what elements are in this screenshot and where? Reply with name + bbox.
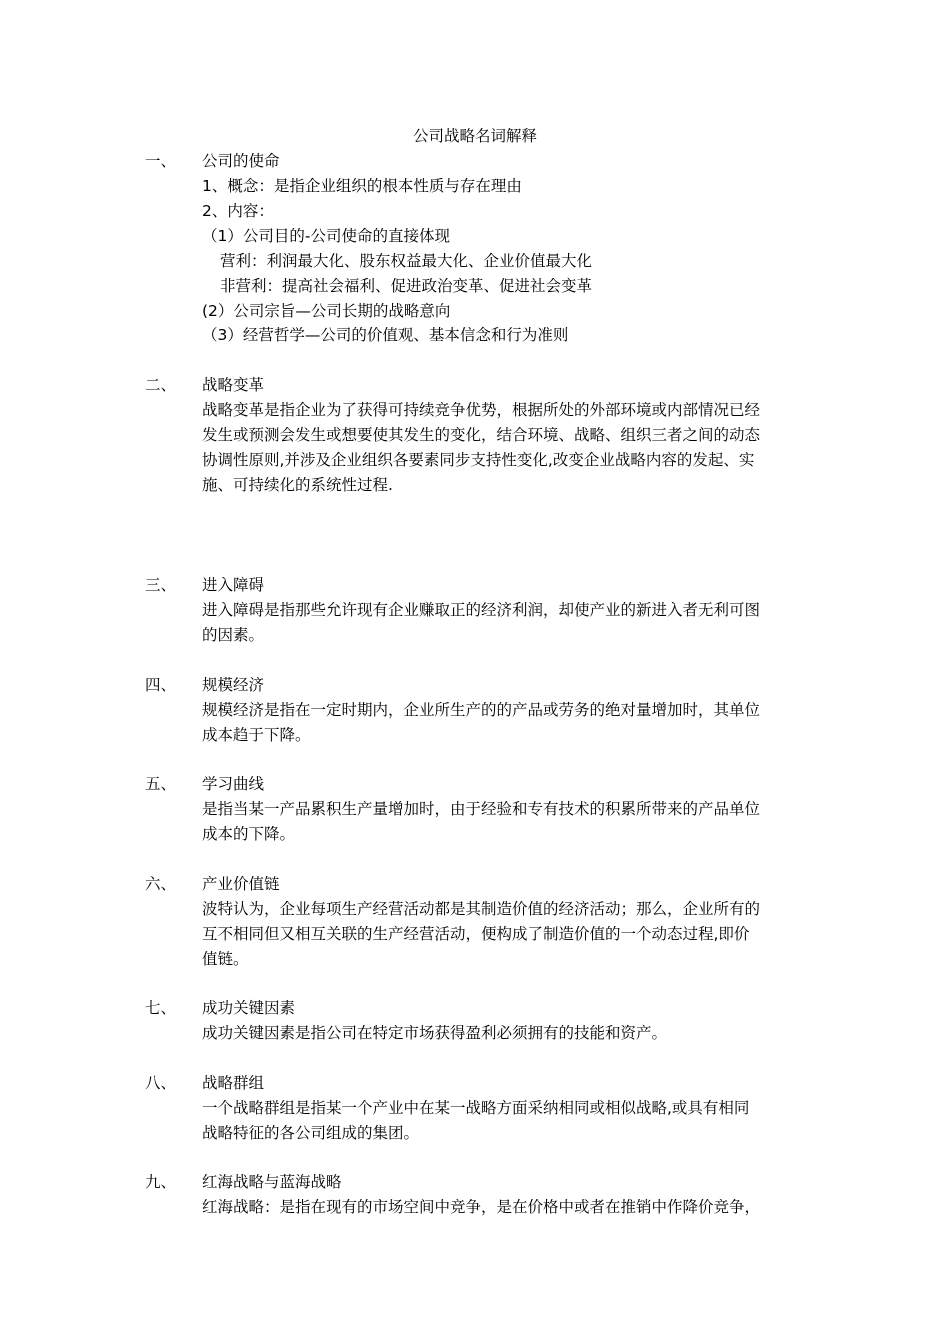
section-heading: 规模经济 [202,676,265,694]
document-title: 公司战略名词解释 [412,127,537,145]
section-number: 七、 [145,999,177,1017]
section-body-line: 发生或预测会发生或想要使其发生的变化，结合环境、战略、组织三者之间的动态 [202,426,761,444]
section-number: 二、 [145,376,177,394]
section-heading: 战略群组 [202,1074,265,1092]
section-item: 非营利：提高社会福利、促进政治变革、促进社会变革 [220,277,593,295]
section-heading: 战略变革 [202,376,265,394]
section-body-line: 战略变革是指企业为了获得可持续竞争优势，根据所处的外部环境或内部情况已经 [202,401,761,419]
section-heading: 产业价值链 [202,875,280,893]
section-body-line: 规模经济是指在一定时期内，企业所生产的的产品或劳务的绝对量增加时，其单位 [202,701,761,719]
section-number: 一、 [145,152,177,170]
section-number: 四、 [145,676,177,694]
section-number: 三、 [145,576,177,594]
section-heading: 公司的使命 [202,152,280,170]
section-body-line: 是指当某一产品累积生产量增加时，由于经验和专有技术的积累所带来的产品单位 [202,800,761,818]
section-heading: 成功关键因素 [202,999,296,1017]
section-body-line: 成功关键因素是指公司在特定市场获得盈利必须拥有的技能和资产。 [202,1024,668,1042]
section-body-line: 互不相同但又相互关联的生产经营活动，便构成了制造价值的一个动态过程,即价 [202,925,750,943]
section-body-line: 成本的下降。 [202,825,296,843]
section-item: 1、概念：是指企业组织的根本性质与存在理由 [202,177,522,195]
section-number: 八、 [145,1074,177,1092]
section-body-line: 协调性原则,并涉及企业组织各要素同步支持性变化,改变企业战略内容的发起、实 [202,451,755,469]
section-item: 2、内容： [202,202,274,220]
section-heading: 红海战略与蓝海战略 [202,1173,342,1191]
section-body-line: 值链。 [202,950,249,968]
section-body-line: 施、可持续化的系统性过程. [202,476,393,494]
section-item: (2）公司宗旨—公司长期的战略意向 [202,302,451,320]
section-body-line: 进入障碍是指那些允许现有企业赚取正的经济利润，却使产业的新进入者无利可图 [202,601,761,619]
section-body-line: 波特认为，企业每项生产经营活动都是其制造价值的经济活动；那么，企业所有的 [202,900,761,918]
section-item: 营利：利润最大化、股东权益最大化、企业价值最大化 [220,252,593,270]
section-body-line: 战略特征的各公司组成的集团。 [202,1124,420,1142]
section-number: 六、 [145,875,177,893]
section-number: 九、 [145,1173,177,1191]
section-body-line: 红海战略：是指在现有的市场空间中竞争，是在价格中或者在推销中作降价竞争， [202,1198,761,1216]
section-heading: 进入障碍 [202,576,265,594]
section-body-line: 成本趋于下降。 [202,726,311,744]
section-heading: 学习曲线 [202,775,265,793]
section-body-line: 一个战略群组是指某一个产业中在某一战略方面采纳相同或相似战略,或具有相同 [202,1099,750,1117]
section-item: （1）公司目的-公司使命的直接体现 [202,227,450,245]
section-body-line: 的因素。 [202,626,265,644]
section-number: 五、 [145,775,177,793]
section-item: （3）经营哲学—公司的价值观、基本信念和行为准则 [202,326,569,344]
